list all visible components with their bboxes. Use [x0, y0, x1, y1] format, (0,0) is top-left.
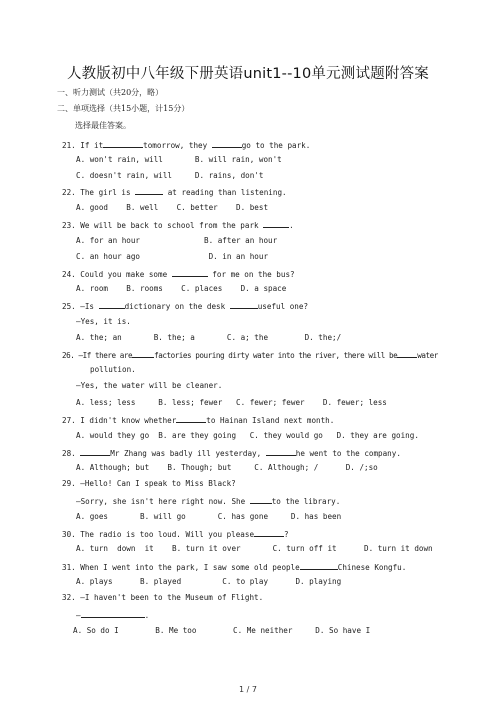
answer-blank	[266, 447, 296, 456]
options-32: A. So do I B. Me too C. Me neither D. So have I	[73, 626, 371, 635]
options-29: A. goes B. will go C. has gone D. has been	[76, 512, 342, 521]
page-number: 1 / 7	[239, 685, 257, 694]
options-21-ab: A. won't rain, will B. will rain, won't	[76, 155, 282, 164]
answer-blank	[80, 447, 110, 456]
page-title: 人教版初中八年级下册英语unit1--10单元测试题附答案	[66, 66, 430, 82]
instruction: 选择最佳答案。	[75, 121, 131, 130]
question-21: 21. If it tomorrow, they go to the park.	[62, 141, 311, 150]
question-26-continued: pollution.	[90, 365, 136, 374]
options-23-cd: C. an hour ago D. in an hour	[76, 252, 269, 261]
options-26: A. less; less B. less; fewer C. fewer; fewer D. fewer; less	[76, 398, 387, 407]
answer-blank	[176, 414, 206, 423]
options-24: A. room B. rooms C. places D. a space	[76, 284, 287, 293]
reply-25: —Yes, it is.	[76, 317, 131, 326]
options-31: A. plays B. played C. to play D. playing	[76, 577, 342, 586]
answer-blank	[254, 528, 284, 537]
question-22: 22. The girl is at reading than listening.	[62, 188, 287, 197]
options-30: A. turn down it B. turn it over C. turn off it D. turn it down	[76, 544, 433, 553]
section-single-choice: 二、单项选择（共15小题，计15分）	[57, 104, 190, 113]
reply-26: —Yes, the water will be cleaner.	[76, 381, 223, 390]
question-26: 26. —If there are factories pouring dirty water into the river, there will be water	[62, 351, 438, 360]
question-30: 30. The radio is too loud. Will you please ?	[62, 530, 289, 539]
question-23: 23. We will be back to school from the park .	[62, 221, 294, 230]
options-25: A. the; an B. the; a C. a; the D. the;/	[76, 333, 342, 342]
answer-blank	[212, 139, 242, 148]
answer-blank	[81, 609, 145, 618]
answer-blank	[132, 349, 154, 358]
question-27: 27. I didn't know whether to Hainan Island next month.	[62, 416, 335, 425]
options-23-ab: A. for an hour B. after an hour	[76, 236, 278, 245]
question-25: 25. —Is dictionary on the desk useful one?	[62, 302, 309, 311]
question-28: 28. Mr Zhang was badly ill yesterday, he went to the company.	[62, 449, 401, 458]
options-27: A. would they go B. are they going C. they would go D. they are going.	[76, 431, 419, 440]
question-31: 31. When I went into the park, I saw some old people Chinese Kongfu.	[62, 563, 407, 572]
answer-blank	[172, 268, 208, 277]
section-listening: 一、听力测试（共20分，略）	[57, 88, 164, 97]
reply-32: — .	[76, 611, 150, 620]
reply-29: —Sorry, she isn't here right now. She to the library.	[76, 497, 341, 506]
answer-blank	[230, 300, 258, 309]
options-21-cd: C. doesn't rain, will D. rains, don't	[76, 171, 264, 180]
answer-blank	[135, 186, 163, 195]
answer-blank	[300, 561, 338, 570]
question-32: 32. —I haven't been to the Museum of Flight.	[62, 593, 264, 602]
question-24: 24. Could you make some for me on the bus?	[62, 270, 295, 279]
answer-blank	[263, 219, 289, 228]
options-22: A. good B. well C. better D. best	[76, 203, 269, 212]
options-28: A. Although; but B. Though; but C. Although; / D. /;so	[76, 463, 378, 472]
answer-blank	[250, 495, 272, 504]
answer-blank	[103, 139, 143, 148]
answer-blank	[397, 349, 417, 358]
question-29: 29. —Hello! Can I speak to Miss Black?	[62, 479, 236, 488]
answer-blank	[99, 300, 125, 309]
